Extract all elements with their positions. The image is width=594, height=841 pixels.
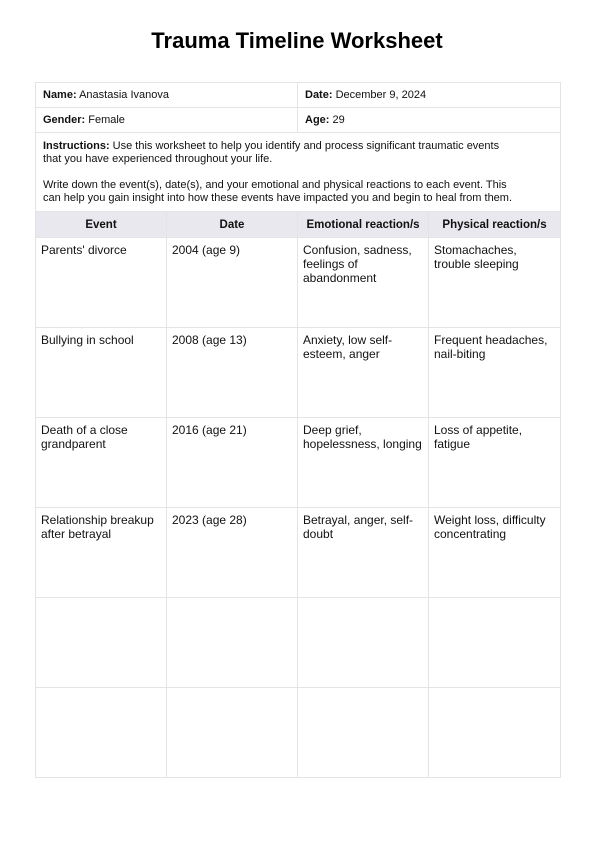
physical-cell[interactable] xyxy=(429,688,561,778)
emotional-cell: Betrayal, anger, self-doubt xyxy=(298,508,429,598)
info-row xyxy=(36,108,561,133)
page-title: Trauma Timeline Worksheet xyxy=(151,28,443,53)
date-value: December 9, 2024 xyxy=(335,89,427,101)
date-cell[interactable] xyxy=(167,598,298,688)
table-header-row xyxy=(36,212,561,238)
instructions-label: Instructions: xyxy=(43,140,110,152)
gender-cell xyxy=(36,108,298,133)
header-date: Date xyxy=(167,212,298,238)
age-value: 29 xyxy=(332,114,345,126)
table-row xyxy=(36,508,561,598)
emotional-cell[interactable] xyxy=(298,598,429,688)
event-cell: Bullying in school xyxy=(36,328,167,418)
instructions-paragraph-2: Write down the event(s), date(s), and your emotional and physical reactions to each event. This can help you gain insight into how these events have impacted you and begin to heal from them. xyxy=(43,179,513,204)
header-emotional: Emotional reaction/s xyxy=(298,212,429,238)
date-cell xyxy=(298,83,561,108)
emotional-cell: Anxiety, low self-esteem, anger xyxy=(298,328,429,418)
date-cell: 2016 (age 21) xyxy=(167,418,298,508)
instructions-cell xyxy=(36,133,561,212)
event-cell[interactable] xyxy=(36,598,167,688)
table-row xyxy=(36,238,561,328)
table-row xyxy=(36,328,561,418)
emotional-cell: Deep grief, hopelessness, longing xyxy=(298,418,429,508)
event-cell: Parents' divorce xyxy=(36,238,167,328)
event-cell: Death of a close grandparent xyxy=(36,418,167,508)
age-cell xyxy=(298,108,561,133)
info-row xyxy=(36,83,561,108)
event-cell: Relationship breakup after betrayal xyxy=(36,508,167,598)
date-cell: 2004 (age 9) xyxy=(167,238,298,328)
age-label: Age: xyxy=(305,114,330,126)
physical-cell: Frequent headaches, nail-biting xyxy=(429,328,561,418)
gender-label: Gender: xyxy=(43,114,86,126)
name-cell xyxy=(36,83,298,108)
instructions-paragraph-1 xyxy=(43,140,520,166)
physical-cell: Weight loss, difficulty concentrating xyxy=(429,508,561,598)
emotional-cell[interactable] xyxy=(298,688,429,778)
instructions-row xyxy=(36,133,561,212)
emotional-cell: Confusion, sadness, feelings of abandonment xyxy=(298,238,429,328)
event-cell[interactable] xyxy=(36,688,167,778)
header-event: Event xyxy=(36,212,167,238)
table-row-empty xyxy=(36,688,561,778)
date-cell[interactable] xyxy=(167,688,298,778)
name-label: Name: xyxy=(43,89,77,101)
date-label: Date: xyxy=(305,89,333,101)
name-value: Anastasia Ivanova xyxy=(79,89,169,101)
gender-value: Female xyxy=(88,114,125,126)
physical-cell[interactable] xyxy=(429,598,561,688)
physical-cell: Stomachaches, trouble sleeping xyxy=(429,238,561,328)
table-row xyxy=(36,418,561,508)
table-row-empty xyxy=(36,598,561,688)
date-cell: 2023 (age 28) xyxy=(167,508,298,598)
date-cell: 2008 (age 13) xyxy=(167,328,298,418)
header-physical: Physical reaction/s xyxy=(429,212,561,238)
instructions-text-1: Use this worksheet to help you identify and process significant traumatic events that you have experienced throughout your life. xyxy=(43,140,500,165)
physical-cell: Loss of appetite, fatigue xyxy=(429,418,561,508)
worksheet-table xyxy=(35,82,561,778)
